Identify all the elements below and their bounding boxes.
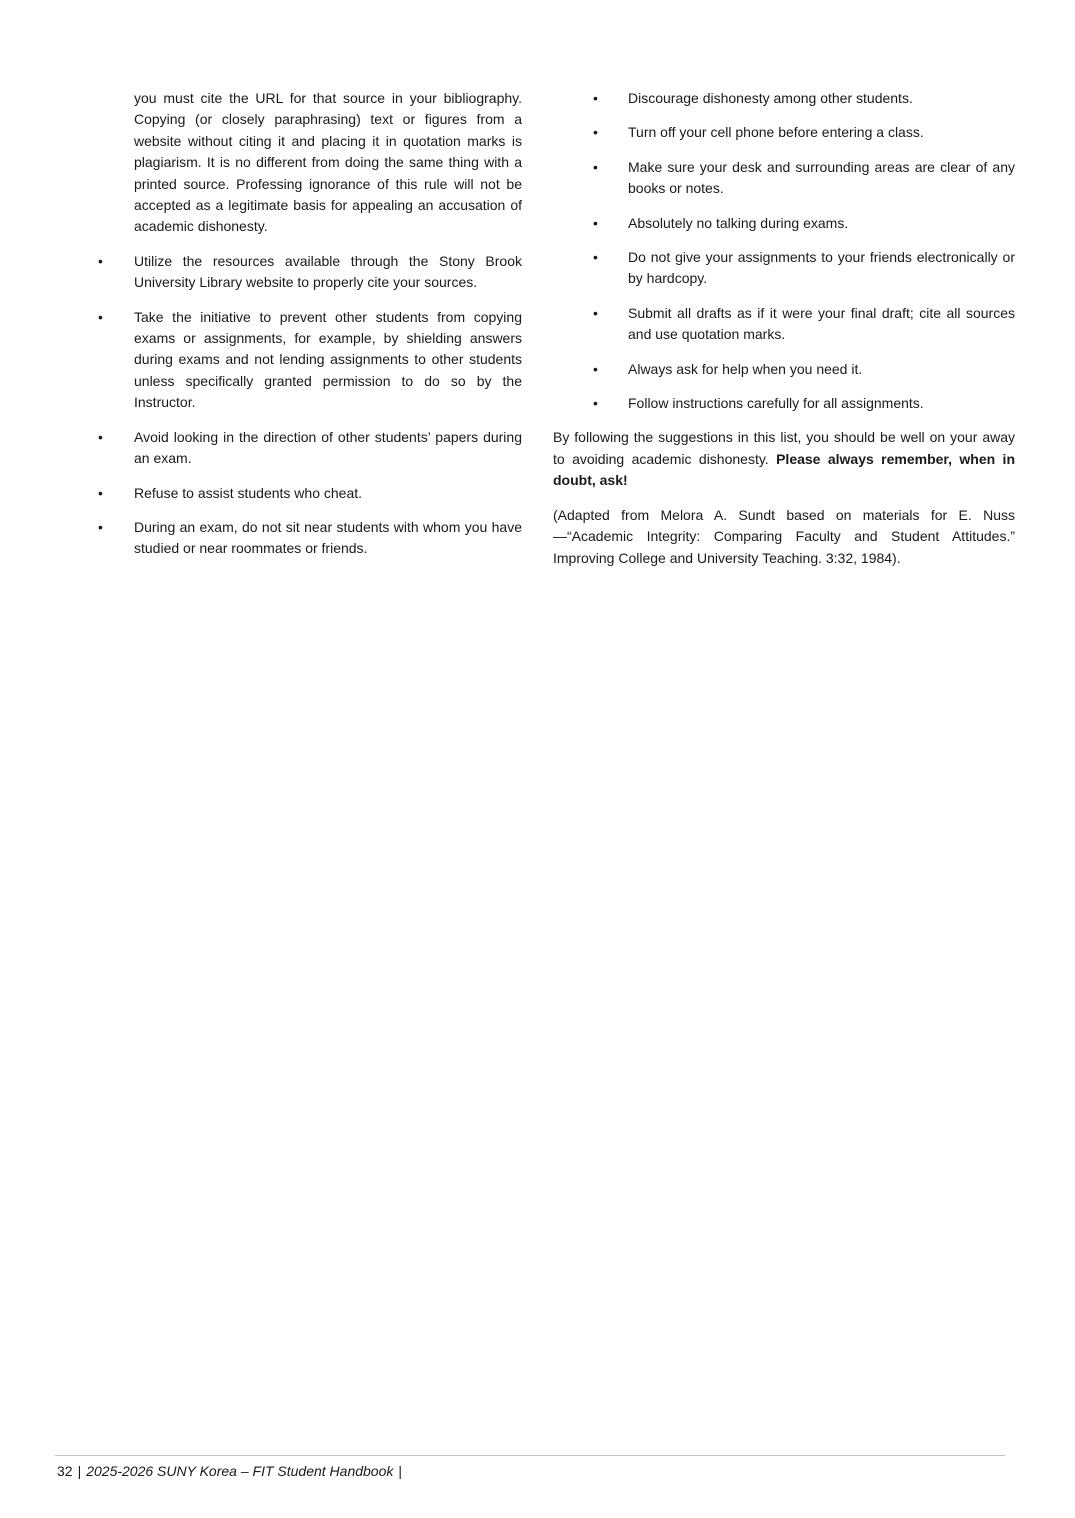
bullet-item-text: Follow instructions carefully for all assignments. xyxy=(628,395,924,412)
bullet-item-text: During an exam, do not sit near students with whom you have studied or near roommates or friends. xyxy=(134,518,522,557)
bullet-icon: • xyxy=(593,124,598,141)
bullet-item-text: Submit all drafts as if it were your final draft; cite all sources and use quotation marks. xyxy=(628,304,1015,343)
bullet-item-text: Absolutely no talking during exams. xyxy=(628,214,849,231)
left-bullet-list xyxy=(96,251,522,560)
bullet-item xyxy=(96,517,522,560)
bullet-item xyxy=(96,483,522,504)
bullet-icon: • xyxy=(593,249,598,266)
bullet-icon: • xyxy=(593,304,598,321)
bullet-item-text: Discourage dishonesty among other students. xyxy=(628,90,913,106)
bullet-item xyxy=(553,122,1015,143)
footer-divider xyxy=(55,1455,1005,1456)
intro-paragraph: you must cite the URL for that source in your bibliography. Copying (or closely paraphrasing) text or figures from a website without citing it and placing it in quotation marks is plagiarism. It is no different from doing the same thing with a printed source. Professing ignorance of this rule will not be accepted as a legitimate basis for appealing an accusation of academic dishonesty. xyxy=(134,90,522,235)
bullet-icon: • xyxy=(593,214,598,231)
page-content xyxy=(96,88,1015,582)
bullet-item xyxy=(553,359,1015,380)
page-footer xyxy=(57,1461,407,1482)
bullet-item-text: Do not give your assignments to your friends electronically or by hardcopy. xyxy=(628,249,1015,287)
citation-paragraph: (Adapted from Melora A. Sundt based on materials for E. Nuss—“Academic Integrity: Comparing Faculty and Student Attitudes.” Improving College and University Teaching. 3:32, 1984). xyxy=(553,506,1015,566)
bullet-icon: • xyxy=(593,395,598,412)
closing-paragraph-text: By following the suggestions in this list, you should be well on your away to avoiding academic dishonesty. xyxy=(553,429,1015,467)
bullet-item xyxy=(96,307,522,414)
footer-separator: | xyxy=(77,1463,82,1479)
left-column xyxy=(96,88,522,582)
closing-paragraph-bold-text: Please always remember, when in doubt, ask! xyxy=(553,450,1015,489)
bullet-item xyxy=(553,303,1015,346)
bullet-item-text: Refuse to assist students who cheat. xyxy=(134,484,363,501)
bullet-icon: • xyxy=(98,484,103,501)
right-column xyxy=(553,88,1015,582)
bullet-item xyxy=(553,213,1015,234)
bullet-item-text: Avoid looking in the direction of other students’ papers during an exam. xyxy=(134,428,522,467)
bullet-item xyxy=(553,247,1015,290)
bullet-item xyxy=(553,157,1015,200)
page-number: 32 xyxy=(57,1463,73,1479)
footer-separator-trailing: | xyxy=(398,1463,403,1479)
closing-paragraph xyxy=(553,427,1015,491)
bullet-item-text: Take the initiative to prevent other students from copying exams or assignments, for example, by shielding answers during exams and not lending assignments to other students unless specifically granted permission to do so by the Instructor. xyxy=(134,308,522,411)
bullet-item xyxy=(553,88,1015,109)
bullet-item xyxy=(553,393,1015,414)
bullet-item-text: Utilize the resources available through the Stony Brook University Library website to properly cite your sources. xyxy=(134,252,522,291)
footer-handbook-title: 2025-2026 SUNY Korea – FIT Student Handbook xyxy=(86,1463,394,1479)
bullet-icon: • xyxy=(98,518,103,535)
bullet-item-text: Turn off your cell phone before entering a class. xyxy=(628,124,924,141)
right-bullet-list xyxy=(553,88,1015,414)
bullet-icon: • xyxy=(98,252,103,269)
bullet-item-text: Make sure your desk and surrounding areas are clear of any books or notes. xyxy=(628,158,1015,197)
bullet-icon: • xyxy=(593,158,598,175)
bullet-icon: • xyxy=(593,90,598,106)
bullet-item xyxy=(96,251,522,294)
bullet-item xyxy=(96,427,522,470)
bullet-icon: • xyxy=(98,308,103,325)
bullet-item-text: Always ask for help when you need it. xyxy=(628,360,863,377)
bullet-icon: • xyxy=(98,428,103,445)
bullet-icon: • xyxy=(593,360,598,377)
